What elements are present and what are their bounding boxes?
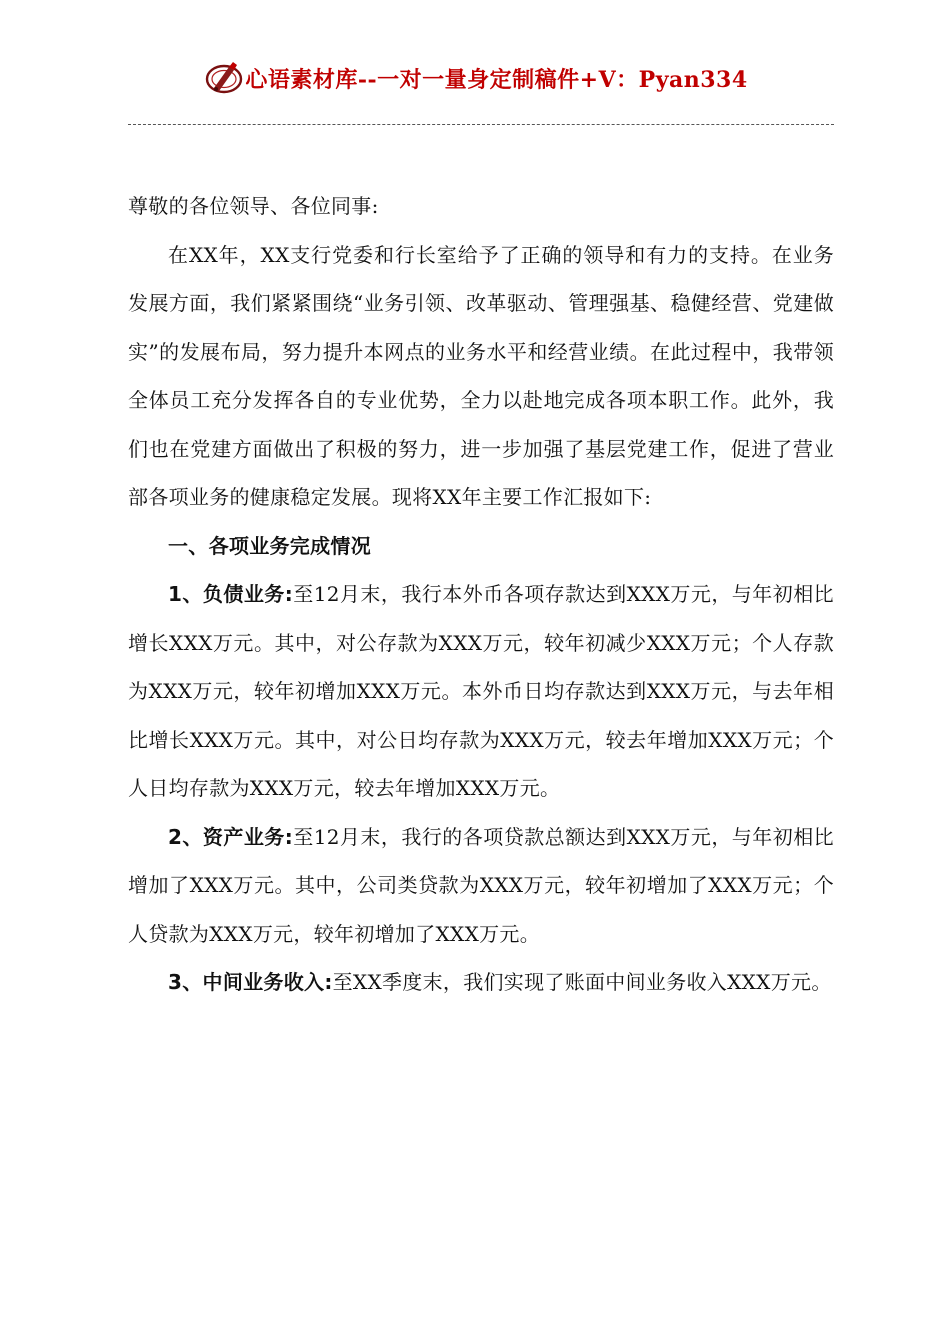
asset-business-paragraph — [128, 813, 834, 959]
item-text: 至12月末，我行本外币各项存款达到XXX万元，与年初相比增长XXX万元。其中，对公存款为XXX万元，较年初减少XXX万元；个人存款为XXX万元，较年初增加XXX万元。本外币日均存款达到XXX万元，与去年相比增长XXX万元。其中，对公日均存款为XXX万元，较去年增加XXX万元；个人日均存款为XXX万元，较去年增加XXX万元。 — [128, 582, 834, 800]
item-label: 2、资产业务: — [168, 824, 294, 849]
pen-nib-logo-icon — [202, 58, 246, 98]
salutation: 尊敬的各位领导、各位同事: — [128, 194, 379, 218]
header-divider — [128, 124, 834, 125]
intermediate-income-paragraph — [128, 958, 834, 1007]
item-text: 至XX季度末，我们实现了账面中间业务收入XXX万元。 — [332, 970, 832, 994]
page-header — [0, 58, 950, 104]
item-label: 3、中间业务收入: — [168, 970, 333, 994]
intro-paragraph: 在XX年，XX支行党委和行长室给予了正确的领导和有力的支持。在业务发展方面，我们紧紧围绕“业务引领、改革驱动、管理强基、稳健经营、党建做实”的发展布局，努力提升本网点的业务水平和经营业绩。在此过程中，我带领全体员工充分发挥各自的专业优势，全力以赴地完成各项本职工作。此外，我们也在党建方面做出了积极的努力，进一步加强了基层党建工作，促进了营业部各项业务的健康稳定发展。现将XX年主要工作汇报如下: — [128, 242, 834, 509]
document-body — [128, 182, 834, 1007]
item-text: 至12月末，我行的各项贷款总额达到XXX万元，与年初相比增加了XXX万元。其中，公司类贷款为XXX万元，较年初增加了XXX万元；个人贷款为XXX万元，较年初增加了XXX万元。 — [128, 824, 834, 946]
item-label: 1、负债业务: — [168, 582, 294, 606]
header-title: 心语素材库--一对一量身定制稿件+V：Pyan334 — [245, 66, 748, 93]
liability-business-paragraph — [128, 570, 834, 813]
section-heading: 一、各项业务完成情况 — [168, 533, 371, 558]
